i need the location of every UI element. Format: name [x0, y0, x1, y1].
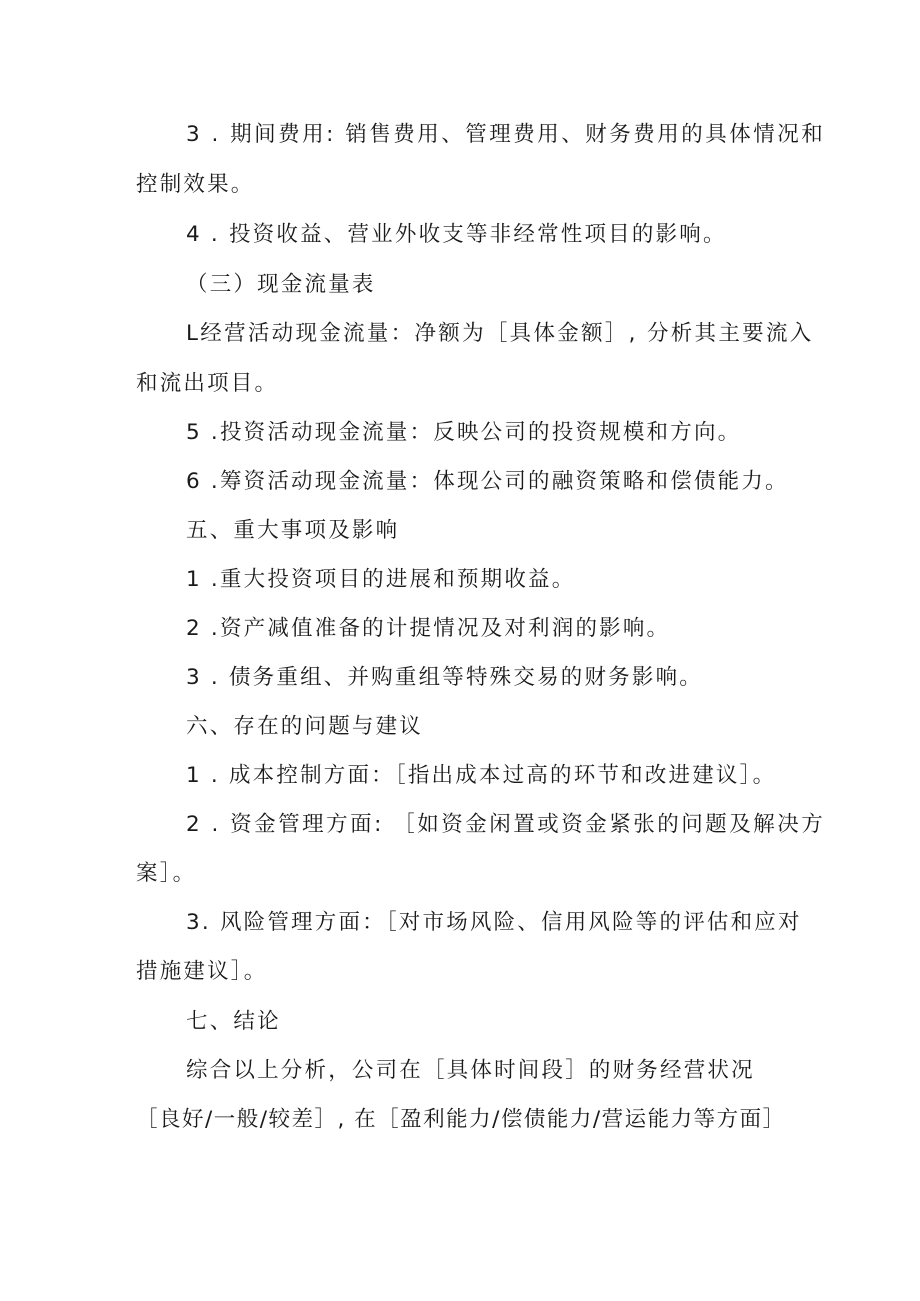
- section-heading: （三）现金流量表: [186, 272, 376, 297]
- text-line: L经营活动现金流量：净额为［具体金额］, 分析其主要流入: [186, 321, 814, 346]
- text-line: 3 . 债务重组、并购重组等特殊交易的财务影响。: [186, 665, 703, 690]
- text-line: 措施建议］。: [136, 959, 268, 984]
- text-line: 2 .资产减值准备的计提情况及对利润的影响。: [186, 616, 671, 641]
- text-line: 1 . 成本控制方面：［指出成本过高的环节和改进建议］。: [186, 763, 777, 788]
- text-line: ［良好/一般/较差］, 在［盈利能力/偿债能力/营运能力等方面］: [136, 1107, 786, 1132]
- text-line: 3. 风险管理方面：［对市场风险、信用风险等的评估和应对: [186, 910, 802, 935]
- text-line: 6 .筹资活动现金流量：体现公司的融资策略和偿债能力。: [186, 469, 789, 494]
- text-line: 控制效果。: [136, 172, 255, 197]
- section-heading: 七、结论: [186, 1009, 281, 1034]
- text-line: 3 . 期间费用: 销售费用、管理费用、财务费用的具体情况和: [186, 122, 826, 147]
- text-line: 2 . 资金管理方面: ［如资金闲置或资金紧张的问题及解决方: [186, 812, 826, 837]
- text-line: 5 .投资活动现金流量：反映公司的投资规模和方向。: [186, 420, 742, 445]
- text-line: 4 . 投资收益、营业外收支等非经常性项目的影响。: [186, 222, 727, 247]
- text-line: 1 .重大投资项目的进展和预期收益。: [186, 567, 576, 592]
- section-heading: 五、重大事项及影响: [186, 518, 400, 543]
- text-line: 综合以上分析，公司在［具体时间段］的财务经营状况: [186, 1058, 755, 1083]
- text-line: 案］。: [136, 861, 197, 886]
- section-heading: 六、存在的问题与建议: [186, 714, 424, 739]
- text-line: 和流出项目。: [136, 371, 279, 396]
